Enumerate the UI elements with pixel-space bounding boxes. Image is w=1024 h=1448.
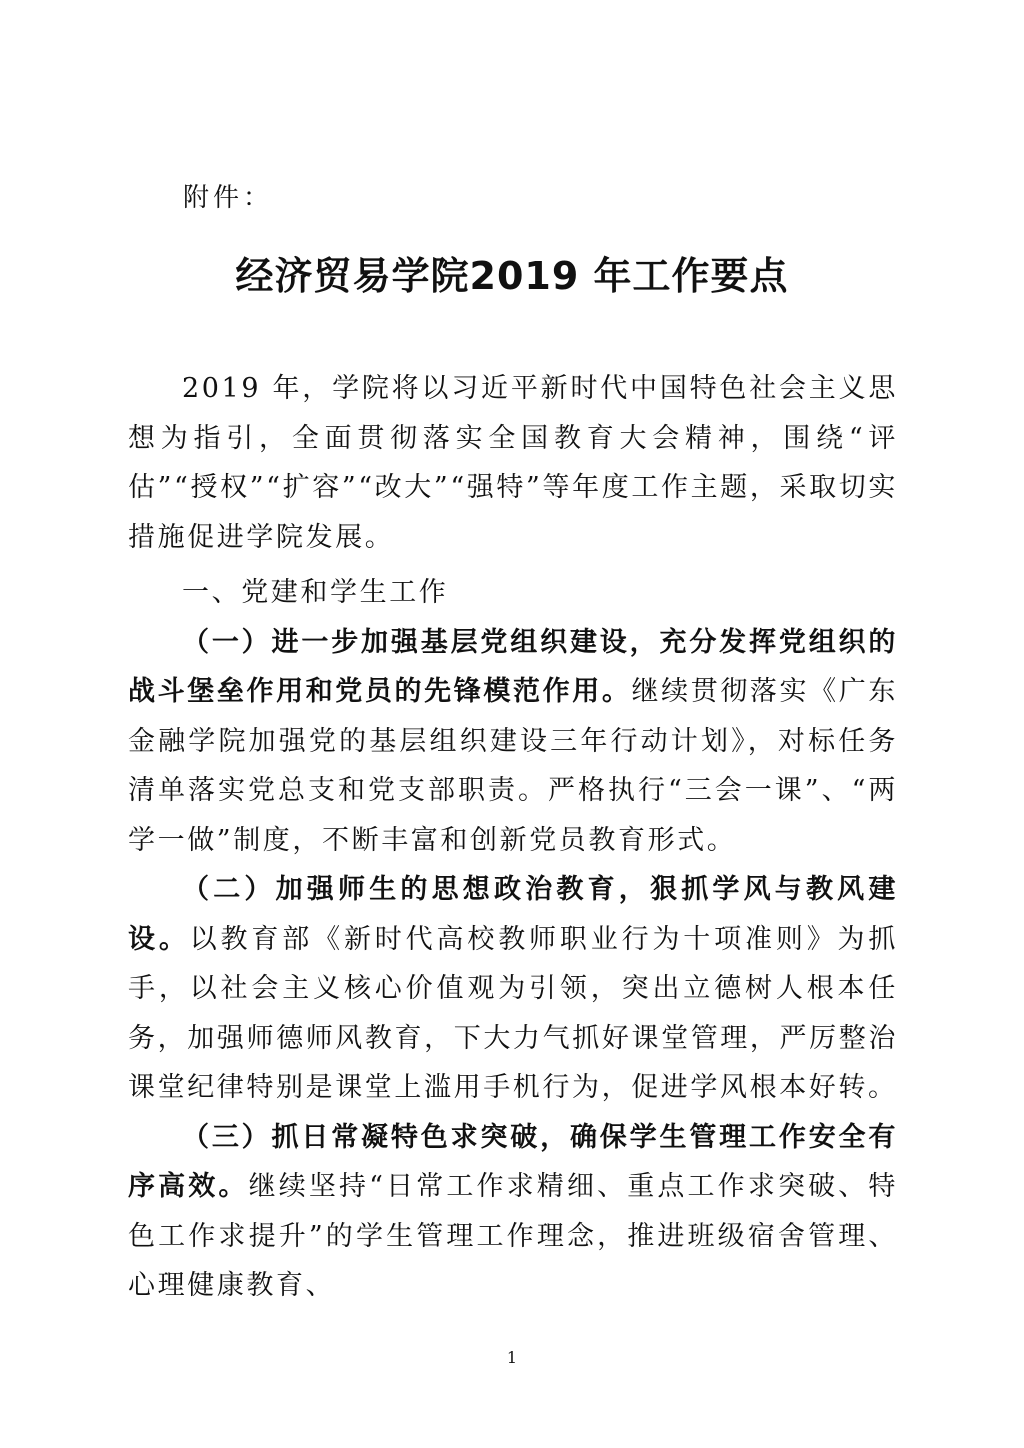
attachment-label: 附件：: [183, 183, 274, 213]
section-heading: 一、党建和学生工作: [182, 577, 449, 608]
item-paragraph-1: [128, 618, 898, 866]
document-body: [128, 364, 898, 1311]
item-text: 继续贯彻落实《广东金融学院加强党的基层组织建设三年行动计划》，对标任务清单落实党总支和党支部职责。严格执行“三会一课”、“两学一做”制度，不断丰富和创新党员教育形式。: [128, 676, 898, 856]
page-number: 1: [506, 1348, 518, 1367]
item-lead: （二）加强师生的思想政治教育，狠抓学风与教风建设。: [128, 874, 898, 955]
item-lead: （一）进一步加强基层党组织建设，充分发挥党组织的战斗堡垒作用和党员的先锋模范作用。: [128, 626, 898, 707]
item-text: 继续坚持“日常工作求精细、重点工作求突破、特色工作求提升”的学生管理工作理念，推进班级宿舍管理、心理健康教育、: [128, 1171, 898, 1301]
document-title: 经济贸易学院2019 年工作要点: [235, 254, 789, 298]
item-paragraph-2: [128, 865, 898, 1113]
item-text: 以教育部《新时代高校教师职业行为十项准则》为抓手，以社会主义核心价值观为引领，突出立德树人根本任务，加强师德师风教育，下大力气抓好课堂管理，严厉整治课堂纪律特别是课堂上滥用手机行为，促进学风根本好转。: [128, 923, 898, 1103]
intro-paragraph: 2019 年，学院将以习近平新时代中国特色社会主义思想为指引，全面贯彻落实全国教育大会精神，围绕“评估”“授权”“扩容”“改大”“强特”等年度工作主题，采取切实措施促进学院发展。: [128, 373, 898, 553]
item-paragraph-3: [128, 1113, 898, 1311]
item-lead: （三）抓日常凝特色求突破，确保学生管理工作安全有序高效。: [128, 1121, 898, 1202]
